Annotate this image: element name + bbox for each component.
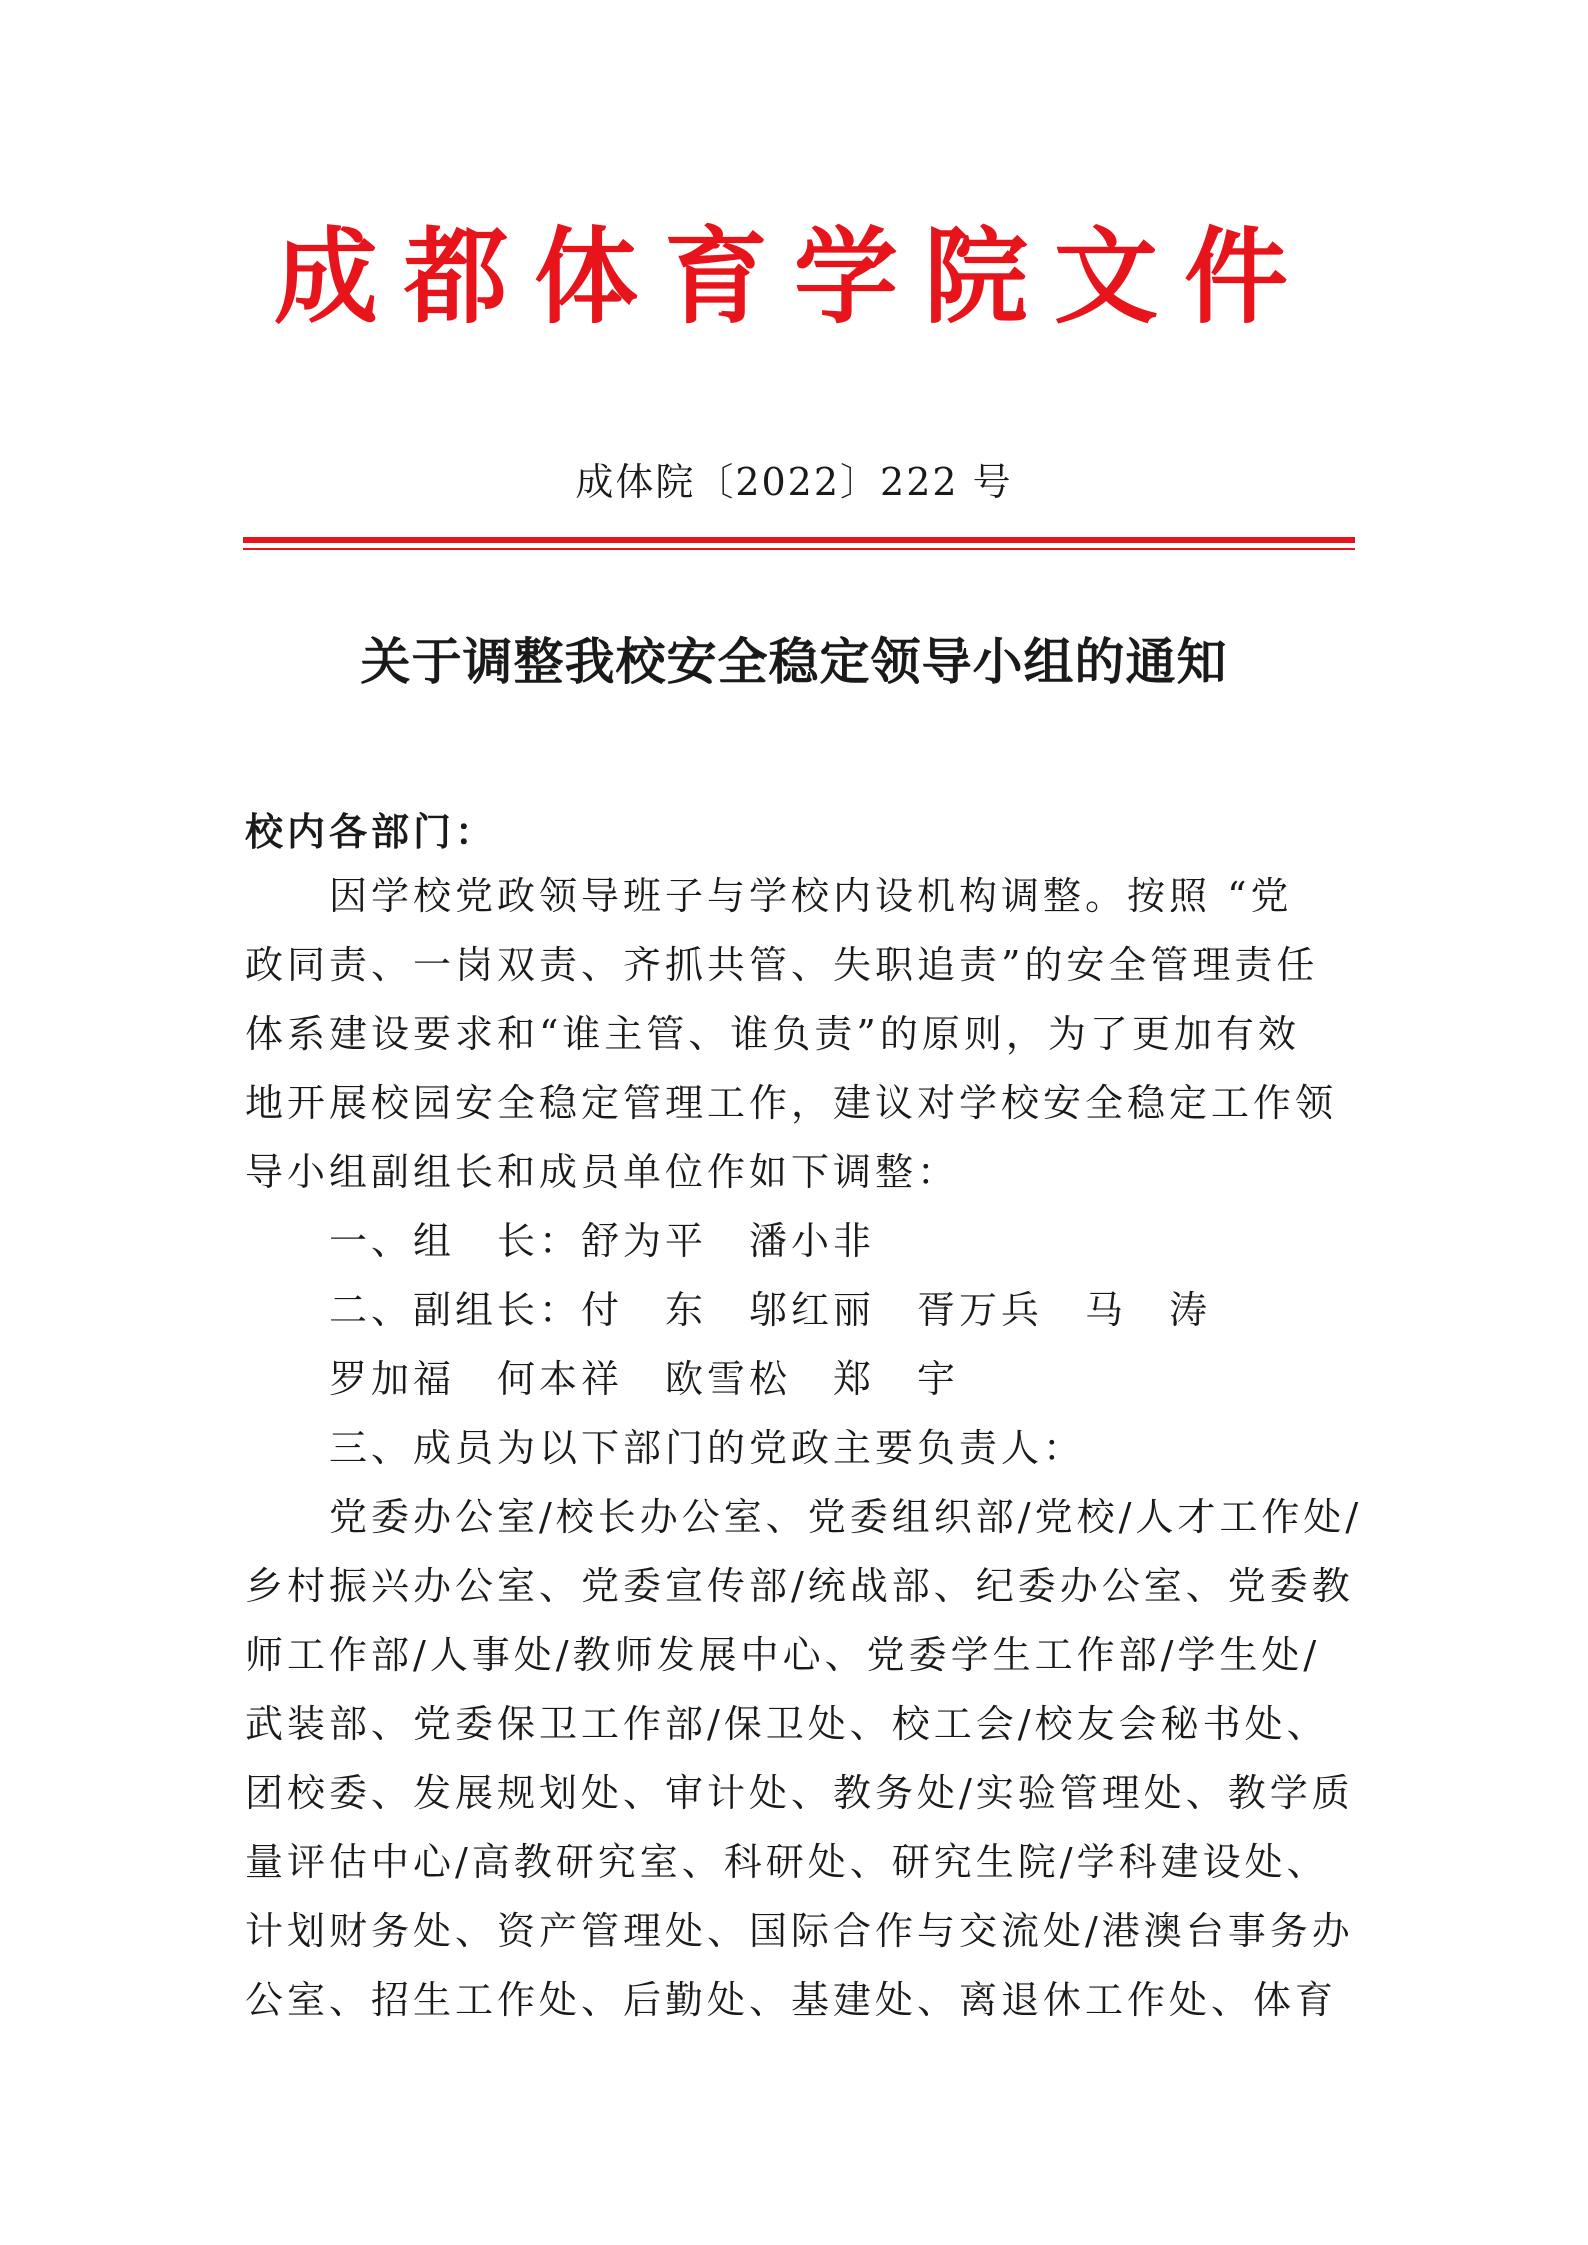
body-line: 因学校党政领导班子与学校内设机构调整。按照 “党 <box>245 874 1293 918</box>
document-masthead: 成都体育学院文件 <box>273 215 1314 338</box>
body-line: 乡村振兴办公室、党委宣传部/统战部、纪委办公室、党委教 <box>245 1564 1354 1608</box>
body-line: 地开展校园安全稳定管理工作，建议对学校安全稳定工作领 <box>245 1081 1338 1125</box>
body-line: 三、成员为以下部门的党政主要负责人： <box>245 1426 1086 1470</box>
body-line: 党委办公室/校长办公室、党委组织部/党校/人才工作处/ <box>245 1495 1363 1539</box>
document-number: 成体院〔2022〕222 号 <box>575 460 1013 504</box>
body-line: 罗加福 何本祥 欧雪松 郑 宇 <box>245 1357 960 1401</box>
body-line: 体系建设要求和“谁主管、谁负责”的原则，为了更加有效 <box>245 1012 1300 1056</box>
body-line: 二、副组长：付 东 邬红丽 胥万兵 马 涛 <box>245 1288 1212 1332</box>
red-divider-thin <box>243 548 1355 550</box>
body-line: 团校委、发展规划处、审计处、教务处/实验管理处、教学质 <box>245 1771 1354 1815</box>
body-line: 师工作部/人事处/教师发展中心、党委学生工作部/学生处/ <box>245 1633 1321 1677</box>
body-line: 武装部、党委保卫工作部/保卫处、校工会/校友会秘书处、 <box>245 1702 1329 1746</box>
body-line: 计划财务处、资产管理处、国际合作与交流处/港澳台事务办 <box>245 1909 1354 1953</box>
body-line: 公室、招生工作处、后勤处、基建处、离退休工作处、体育 <box>245 1978 1338 2022</box>
red-divider-thick <box>243 537 1355 543</box>
body-line: 导小组副组长和成员单位作如下调整： <box>245 1150 960 1194</box>
body-line: 量评估中心/高教研究室、科研处、研究生院/学科建设处、 <box>245 1840 1329 1884</box>
document-title: 关于调整我校安全稳定领导小组的通知 <box>360 632 1228 691</box>
body-line: 一、组 长：舒为平 潘小非 <box>245 1219 876 1263</box>
salutation: 校内各部门： <box>245 809 498 854</box>
body-line: 政同责、一岗双责、齐抓共管、失职追责”的安全管理责任 <box>245 943 1319 987</box>
